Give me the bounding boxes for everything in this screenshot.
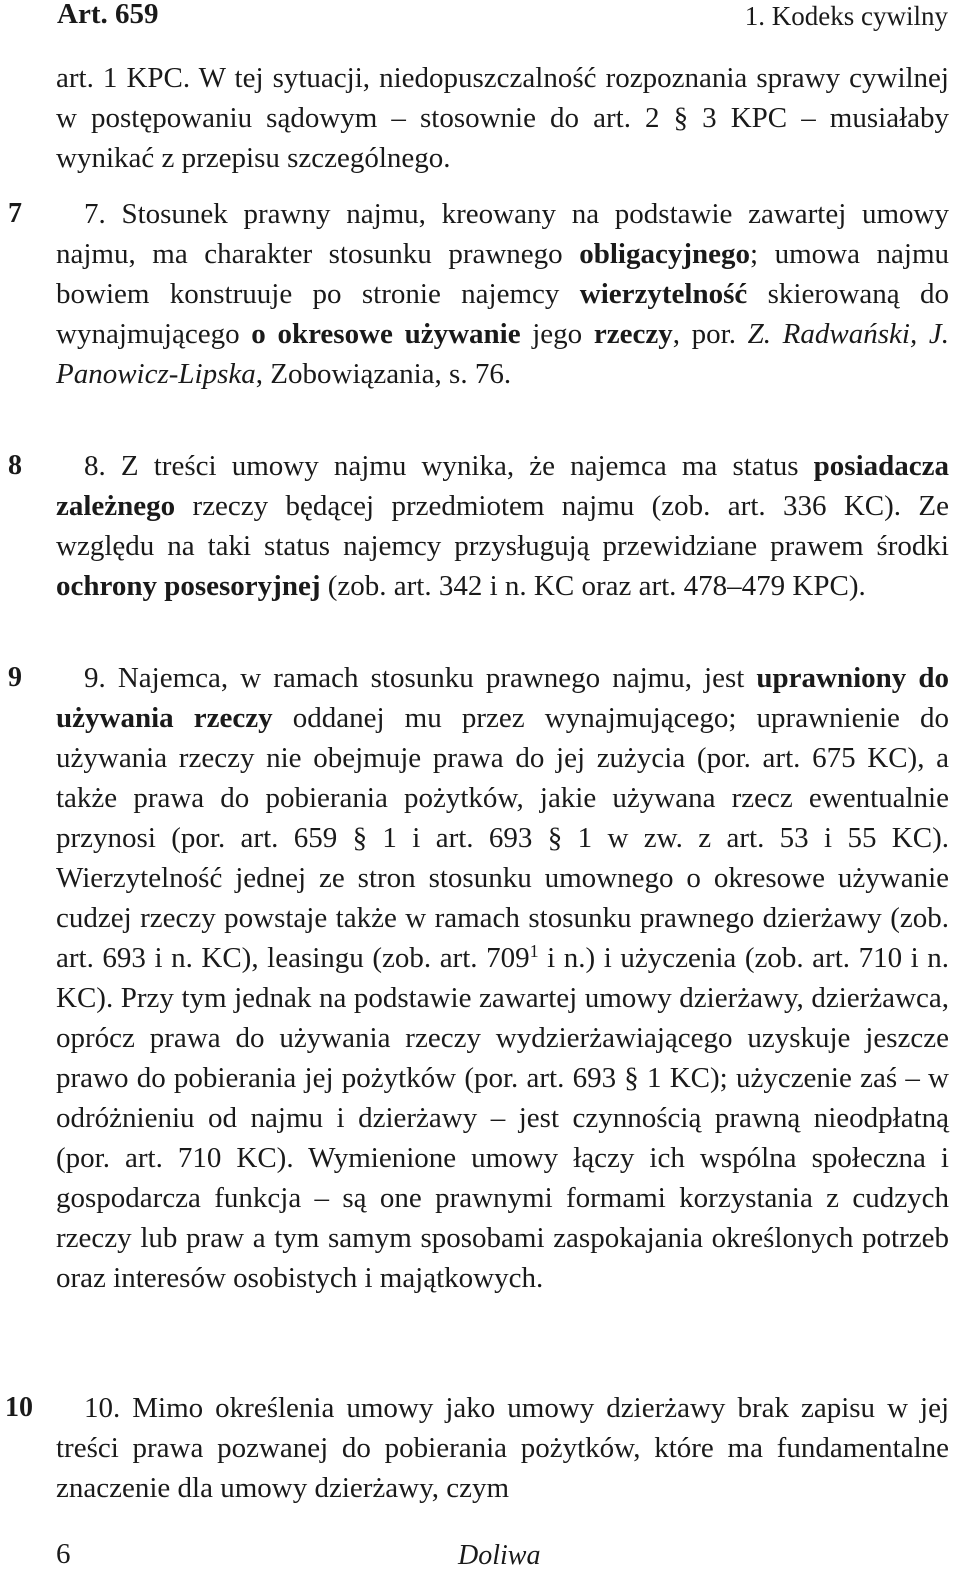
paragraph-text: jego — [520, 318, 594, 350]
paragraph-lead: 8. — [84, 450, 106, 482]
bold-term: wierzytelność — [579, 278, 748, 310]
paragraph-text: , Zobowiązania, s. 76. — [255, 358, 512, 390]
bold-term: o okresowe używanie — [251, 318, 521, 350]
page-number: 6 — [56, 1538, 71, 1570]
paragraph-lead: 7. — [84, 198, 106, 230]
margin-number-10: 10 — [5, 1392, 33, 1423]
paragraph-text: skierowaną do wynajmującego — [56, 278, 949, 350]
paragraph-text: i n.) i użyczenia (zob. art. 710 i n. KC). Przy tym jednak na podstawie zawartej umowy dzierżawy, dzierżawca, oprócz prawa do używania rzeczy wydzierżawiającego uzyskuje jeszcze prawo do pobierania jej pożytków (por. art. 693 § 1 KC); użyczenie zaś – w odróżnieniu od najmu i dzierżawy – jest czynnością prawną nieodpłatną (por. art. 710 KC). Wymienione umowy łączy ich wspólna społeczna i gospodarcza funkcja – są one prawnymi formami korzystania z cudzych rzeczy lub praw a tym samym sposobami zaspokajania określonych potrzeb oraz interesów osobistych i majątkowych. — [56, 942, 950, 1294]
paragraph-text: ; umowa najmu bowiem konstruuje po stronie najemcy — [56, 238, 949, 310]
paragraph-text: Mimo określenia umowy jako umowy dzierżawy brak zapisu w jej treści prawa pozwanej do pobierania pożytków, które ma fundamentalne znaczenie dla umowy dzierżawy, czym — [56, 1392, 949, 1504]
bold-term: rzeczy — [593, 318, 673, 350]
code-title: 1. Kodeks cywilny — [744, 1, 948, 31]
paragraph-10 — [56, 1388, 949, 1508]
paragraph-text: , por. — [672, 318, 748, 350]
paragraph-lead: 9. — [84, 662, 106, 694]
intro-text: art. 1 KPC. W tej sytuacji, niedopuszczalność rozpoznania sprawy cywilnej w postępowaniu sądowym – stosownie do art. 2 § 3 KPC – musiałaby wynikać z przepisu szczególnego. — [56, 62, 949, 174]
margin-number-9: 9 — [8, 662, 22, 693]
paragraph-lead: 10. — [84, 1392, 121, 1424]
margin-number-8: 8 — [8, 450, 22, 481]
paragraph-text: (zob. art. 342 i n. KC oraz art. 478–479 KPC). — [320, 570, 866, 602]
paragraph-7 — [56, 194, 949, 394]
paragraph-text: oddanej mu przez wynajmującego; uprawnienie do używania rzeczy nie obejmuje prawa do jej zużycia (por. art. 675 KC), a także prawa do pobierania pożytków, jakie używana rzecz ewentualnie przynosi (por. art. 659 § 1 i art. 693 § 1 w zw. z art. 53 i 55 KC). Wierzytelność jednej ze stron stosunku umownego o okresowe używanie cudzej rzeczy powstaje także w ramach stosunku prawnego dzierżawy (zob. art. 693 i n. KC), leasingu (zob. art. 709 — [56, 702, 949, 974]
paragraph-8 — [56, 446, 949, 606]
paragraph-text: Z treści umowy najmu wynika, że najemca ma status — [105, 450, 814, 482]
superscript: 1 — [529, 941, 539, 961]
paragraph-9 — [56, 658, 949, 1298]
paragraph-text: Stosunek prawny najmu, kreowany na podstawie zawartej umowy najmu, ma charakter stosunku prawnego — [56, 198, 949, 270]
paragraph-text: Najemca, w ramach stosunku prawnego najmu, jest — [105, 662, 757, 694]
margin-number-7: 7 — [8, 198, 22, 229]
publisher-name: Doliwa — [458, 1540, 541, 1571]
bold-term: ochrony posesoryjnej — [56, 570, 321, 602]
paragraph-text: rzeczy będącej przedmiotem najmu (zob. art. 336 KC). Ze względu na taki status najemcy przysługują przewidziane prawem środki — [56, 490, 949, 562]
bold-term: obligacyjnego — [579, 238, 750, 270]
bold-term: uprawniony do używania rzeczy — [56, 662, 949, 734]
author-citation: Z. Radwański, J. Panowicz-Lipska — [56, 318, 949, 390]
article-heading: Art. 659 — [57, 0, 159, 30]
bold-term: posiadacza zależnego — [56, 450, 949, 522]
intro-paragraph — [56, 58, 949, 178]
